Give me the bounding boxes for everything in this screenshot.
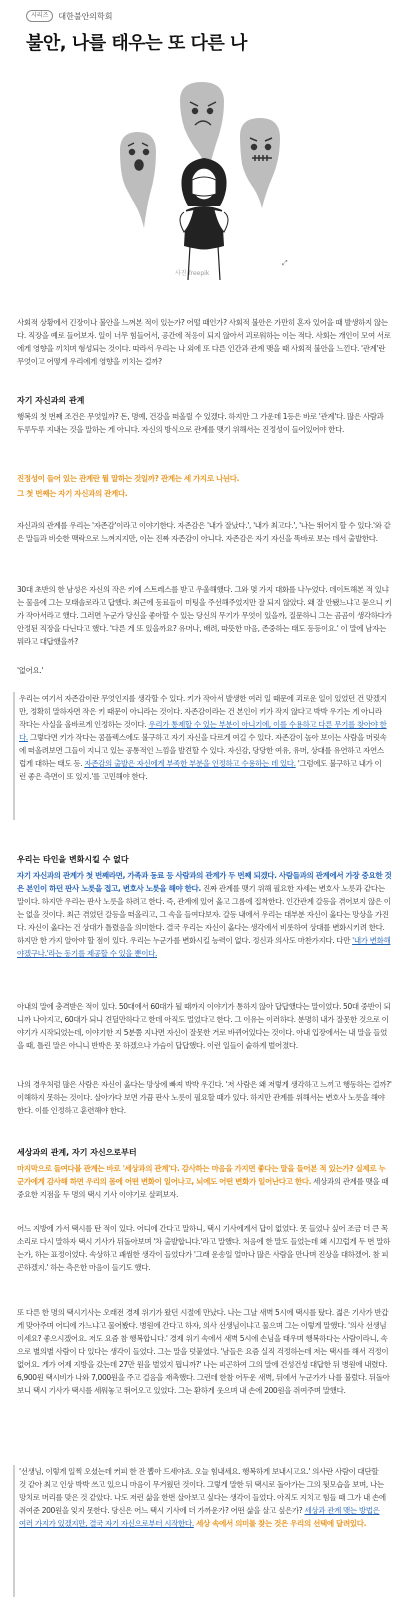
section1-heading: 자기 자신과의 관계: [17, 396, 85, 405]
section2-p2: 아내의 말에 충격받은 적이 있다. 50대에서 60대가 될 때까지 이야기가 통하지 않아 답답했다는 말이었다. 50대 중반이 되니까 나아지고, 60대가 되니 견딜만하다고 한데 아직도 멀었다고 한다. 그 이유는 이러하다. 분명히 내가 잘못한 것으로 이야기가 시작되었는데, 이야기한 지 5분쯤 지나면 자신이 잘못한 거로 바뀌어있다는 것이다. 아내 입장에서는 내 말을 들었을 때, 틀린 말은 아니니 반박은 못 하겠으나 가슴이 답답했다. 이런 일들이 숱하게 벌어졌다.: [17, 1002, 391, 1050]
quote1-paragraph: 우리는 여기서 자존감이란 무엇인지를 생각할 수 있다. 키가 작아서 발생한 여러 일 때문에 괴로운 일이 있었던 건 맞겠지만, 정확히 말하자면 작은 키 때문이 아니라는 것이다. 자존감이라는 건 본인이 키가 작지 않다고 박박 우기는 게 아니라 작다는 사실을 올바르게 인정하는 것이다. 우리가 통제할 수 있는 부분이 아니기에, 이를 수용하고 다른 무기를 찾아야 한다. 그렇다면 키가 작다는 콤플렉스에도 불구하고 자기 자신을 다르게 여길 수 있다. 자존감이 높아 보이는 사람을 머릿속에 떠올려보면 그들이 지니고 있는 공통적인 느낌을 발견할 수 있다. 자신감, 당당한 여유, 유머, 상대를 유연하고 자연스럽게 대하는 태도 등. 자존감의 출발은 자신에게 부족한 부분을 인정하고 수용하는 데 있다. '그럼에도 불구하고 내가 이런 좋은 측면이 또 있지.'를 고민해야 한다.: [19, 694, 387, 781]
quote-bar: [13, 692, 15, 820]
page-title: 불안, 나를 태우는 또 다른 나: [26, 33, 247, 54]
anxiety-illustration: [100, 80, 310, 280]
section1-p3: 30대 초반의 한 남성은 자신의 작은 키에 스트레스를 받고 우울해했다. 그와 몇 가지 대화를 나누었다. 데이트해본 적 있냐는 물음에 그는 모태솔로라고 답했다. 최근에 동료들이 미팅을 주선해주었지만 잘 되지 않았다. 왜 잘 안됐느냐고 묻으니 키가 작아서라고 했다. 그러면 누군가 당신을 좋아할 수 있는 당신의 무기가 무엇이 있을까, 질문하니 그는 곰곰이 생각하다가 안정된 직장을 다닌다고 했다. '다른 게 또 있을까요? 유머나, 배려, 따뜻한 마음, 존중하는 태도 등등이요.' 이 말에 남자는 뭐라고 대답했을까?: [17, 585, 392, 646]
section2-p3: 나의 경우처럼 많은 사람은 자신이 옳다는 망상에 빠져 박박 우긴다. '저 사람은 왜 저렇게 생각하고 느끼고 행동하는 걸까?' 이해하지 못하는 것이다. 살아가다 보면 가끔 판사 노릇이 필요할 때가 있다. 하지만 관계를 위해서는 변호사 노릇을 해야 한다. 이를 인정하고 훈련해야 한다.: [17, 1080, 392, 1115]
intro-paragraph: 사회적 상황에서 긴장이나 불안을 느껴본 적이 있는가? 어떨 때인가? 사회적 불안은 가만히 혼자 있어을 때 발생하지 않는다. 직장을 예로 들어보자. 일이 너무 힘들어서, 공간에 적응이 되지 않아서 괴로워하는 이는 적다. 사회는 개인이 모여 서로에게 영향을 끼치며 형성되는 것이다. 따라서 우리는 나 외에 또 다른 인간과 관계 맺을 때 사회적 불안을 느낀다. '관계'란 무엇이고 어떻게 우리에게 영향을 끼치는 걸까?: [17, 318, 391, 366]
expand-icon[interactable]: ⤢: [282, 259, 288, 267]
person-figure: [180, 158, 228, 280]
section2-p1: 자기 자신과의 관계가 첫 번째라면, 가족과 동료 등 사람과의 관계가 두 번째 되겠다. 사람들과의 관계에서 가장 중요한 것은 본인이 하던 판사 노릇을 접고, 변호사 노릇을 해야 한다. 진짜 관계를 맺기 위해 필요한 자세는 변호사 노릇과 같다는 말이다. 하지만 우리는 판사 노릇을 하려고 한다. 즉, 관계에 있어 옳고 그름에 집착한다. 인간관계 갈등을 겪어보지 않은 이는 없을 것이다. 최근 겪었던 갈등을 떠올리고, 그 속을 들여다보자. 갈등 내에서 우리는 대부분 자신이 옳다는 망상을 가진다. 자신이 옳다는 건 상대가 틀렸음을 의미한다. 결국 우리는 자신이 옳다는 생각에서 비롯하여 상대를 변화시키려 한다. 하지만 한 가지 알아야 할 점이 있다. 우리는 누군가를 변화시킬 능력이 없다. 정신과 의사도 마찬가지다. 다만 '내가 변화해야겠구나.'라는 동기를 제공할 수 있을 뿐이다.: [17, 871, 392, 958]
section3-quote: '선생님, 이렇게 일찍 오셨는데 커피 한 잔 뽑아 드세야죠. 오늘 힘내세요. 행복하게 보내시고요.' 의사란 사람이 대단할 것 같아 최고 인상 박박 쓰고 있으니 마음이 무거웠던 것이다. 그렇게 말한 뒤 택시로 돌아가는 그의 뒷모습을 보며, 나는 망치로 머리를 맞은 것 같았다. 나도 저런 삶을 한번 살아보고 싶다는 생각이 들었다. 아직도 지치고 힘들 때 그가 내 손에 쥐여준 200원을 잊지 못한다. 당신은 어느 택시 기사에 더 가까운가? 어떤 삶을 살고 싶은가? 세상과 관계 맺는 방법은 여러 가지가 있겠지만, 결국 자기 자신으로부터 시작한다. 세상 속에서 의미를 찾는 것은 우리의 선택에 달려있다.: [19, 1467, 386, 1528]
ghost-right: [240, 118, 280, 208]
section3-p2: 어느 지방에 가서 택시를 탄 적이 있다. 어디에 간다고 말하니, 택시 기사에게서 답이 없었다. 못 들었나 싶어 조금 더 큰 목소리로 다시 말하자 택시 기사가 뒤돌아보며 '차 출발합니다.'라고 말했다. 처음에 한 말도 들었는데 왜 시끄럽게 두 번 말하는가, 하는 표정이었다. 속상하고 괘씸한 생각이 들었다가 '그래 운송일 얼마나 많은 사람을 만나며 진상을 대하겠어. 참 피곤하겠지.' 하는 측은한 마음이 들기도 했다.: [17, 1224, 391, 1272]
quote1-link2[interactable]: 자존감의 출발은 자신에게 부족한 부분을 인정하고 수용하는 데 있다.: [84, 759, 296, 768]
section3-p1: 마지막으로 들여다볼 관계는 바로 '세상과의 관계'다. 감사하는 마음을 가지면 좋다는 말을 들어본 적 있는가? 실제로 누군가에게 감사해 하면 우리의 몸에 어떤 변화이 일어나고, 뇌에도 어떤 변화가 일어난다고 한다. 세상과의 관계를 맺을 때 중요한 지점을 두 명의 택시 기사 이야기로 살펴보자.: [17, 1164, 389, 1199]
section3-p3: 또 다른 한 명의 택시기사는 오래전 경제 위기가 왔던 시절에 만났다. 나는 그날 새벽 5시에 택시를 탔다. 젊은 기사가 반갑게 맞아주며 어디에 가느냐고 물어봤다. 병원에 간다고 하자, 의사 선생님이냐고 물으며 그는 이렇게 말했다. '의사 선생님이세요? 좋으시겠어요. 저도 요즘 참 행복합니다.' 경제 위기 속에서 새벽 5시에 손님을 태우며 행복하다는 사람이라니, 속으로 별의별 사람이 다 있다는 생각이 들었다. 그는 말을 덧붙였다. '남들은 요즘 실직 걱정하는데 저는 택시를 해서 걱정이 없어요. 게가 어제 지방을 갔는데 27만 원을 벌었지 뭡니까?' 나는 피곤하여 그의 말에 건성건성 대답한 뒤 병원에 내렸다. 6,900원 택시비가 나와 7,000원을 주고 걸음을 재촉했다. 그런데 한참 어두운 새벽, 뒤에서 누군가가 나를 불렀다. 뒤돌아보니 택시 기사가 택시를 세워놓고 뛰어오고 있었다. 그는 환하게 웃으며 내 손에 200원을 쥐여주며 말했다.: [17, 1308, 390, 1395]
section3-heading: 세상과의 관계, 자기 자신으로부터: [17, 1148, 137, 1157]
section1-orange1: 진정성이 들어 있는 관계란 뭘 말하는 것일까? 관계는 세 가지로 나뉜다.: [17, 474, 240, 483]
quote1-link1[interactable]: 우리가 통제할 수 있는 부분이 아니기에, 이를 수용하고 다른 무기를 찾아야 한다.: [19, 720, 387, 742]
series-badge[interactable]: 시리즈: [26, 10, 53, 22]
section2-link[interactable]: '내가 변화해야겠구나.'라는 동기를 제공할 수 있을 뿐이다.: [17, 936, 391, 958]
section1-p1: 행복의 첫 번째 조건은 무엇일까? 돈, 명예, 건강을 떠올릴 수 있겠다. 하지만 그 가운데 1등은 바로 '관계'다. 많은 사람과 두루두루 지내는 것을 말하는 게 아니다. 자신의 방식으로 관계를 맺기 위해서는 진정성이 들어있어야 한다.: [17, 412, 384, 434]
series-name[interactable]: 대한불안의학회: [58, 11, 113, 21]
section1-p2: 자신과의 관계를 우리는 '자존감'이라고 이야기한다. 자존감은 '내가 잘났다.', '내가 최고다.', '나는 뛰어지 할 수 있다.'와 같은 말들과 비슷한 맥락으로 느껴지지만, 이는 진짜 자존감이 아니다. 자존감은 자기 자신을 똑바로 보는 데서 출발한다.: [17, 521, 391, 543]
series-header: [26, 9, 113, 23]
ghost-left: [120, 132, 156, 228]
section2-heading: 우리는 타인을 변화시킬 수 없다: [17, 855, 129, 864]
quote-bar-2: [13, 1465, 15, 1597]
section3-link[interactable]: 세상과 관계 맺는 방법은 여러 가지가 있겠지만, 결국 자기 자신으로부터 시작한다.: [19, 1506, 380, 1528]
image-caption: 사진 freepik: [175, 270, 210, 277]
section1-p3b: '없어요.': [17, 666, 44, 675]
section1-orange2: 그 첫 번째는 자기 자신과의 관계다.: [17, 489, 128, 498]
